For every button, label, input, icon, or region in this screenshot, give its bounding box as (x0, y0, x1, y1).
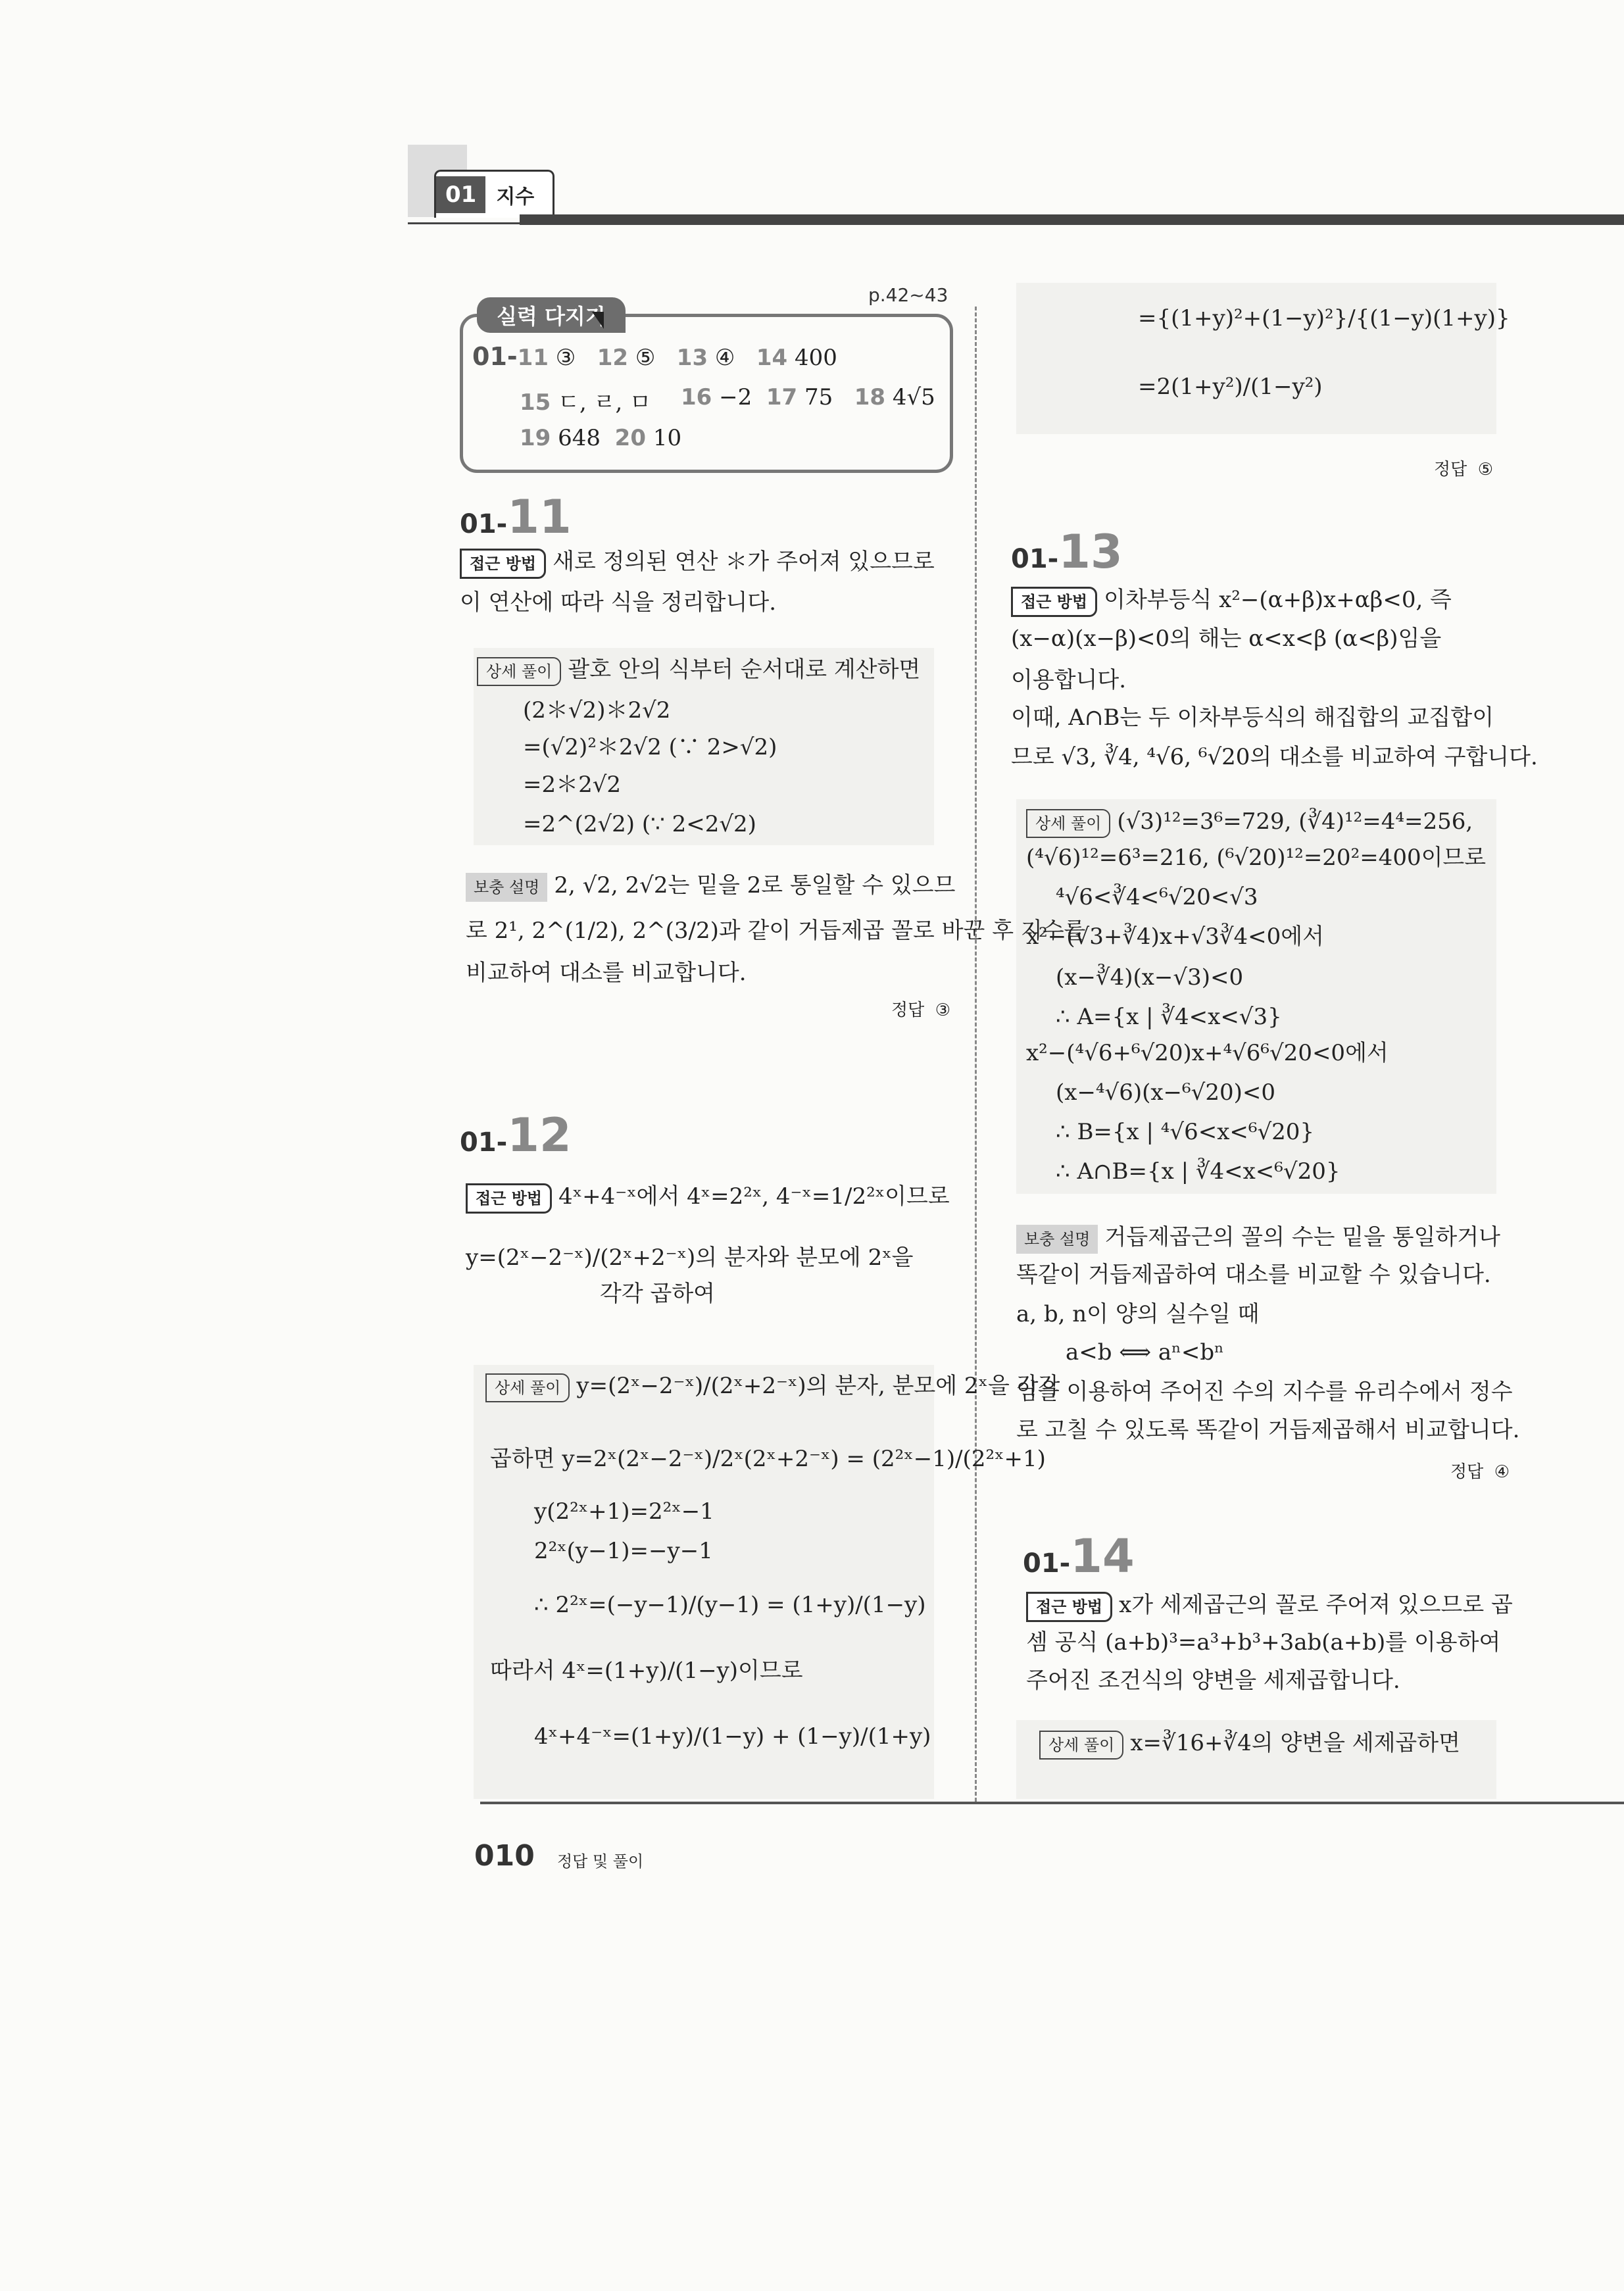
supplement-line: 비교하여 대소를 비교합니다. (466, 960, 747, 986)
detail-tag: 상세 풀이 (477, 657, 561, 686)
detail-line: (x−∛4)(x−√3)<0 (1056, 964, 1244, 991)
detail-line: (⁴√6)¹²=6³=216, (⁶√20)¹²=20²=400이므로 (1026, 845, 1487, 871)
approach-tag: 접근 방법 (460, 549, 546, 579)
detail-line: =2＊2√2 (523, 772, 622, 798)
answer-num: 13 (676, 345, 708, 371)
detail-line: ={(1+y)²+(1−y)²}/{(1−y)(1+y)} (1138, 305, 1510, 332)
answer-box-label: 실력 다지기 (477, 297, 626, 333)
approach-line: 이용합니다. (1011, 667, 1127, 693)
approach-line: 접근 방법 이차부등식 x²−(α+β)x+αβ<0, 즉 (1011, 587, 1452, 617)
chapter-title: 지수 (496, 185, 535, 209)
answer-row (520, 425, 681, 451)
answer-num: 19 (520, 425, 551, 451)
approach-line: y=(2ˣ−2⁻ˣ)/(2ˣ+2⁻ˣ)의 분자와 분모에 2ˣ을 (466, 1244, 914, 1271)
answer-row (472, 342, 837, 371)
approach-line: (x−α)(x−β)<0의 해는 α<x<β (α<β)임을 (1011, 626, 1442, 652)
detail-line: ∴ A∩B={x | ∛4<x<⁶√20} (1056, 1158, 1341, 1185)
approach-tag: 접근 방법 (1011, 587, 1097, 617)
column-divider (975, 307, 977, 1802)
detail-line: ⁴√6<∛4<⁶√20<√3 (1056, 884, 1258, 910)
approach-tag: 접근 방법 (1026, 1592, 1112, 1622)
supplement-line: 보충 설명 거듭제곱근의 꼴의 수는 밑을 통일하거나 (1016, 1224, 1500, 1254)
problem-heading-14: 01-14 (1023, 1529, 1135, 1583)
answer-num: 14 (756, 345, 788, 371)
answer-value: ③ (555, 345, 576, 371)
detail-line: =(√2)²＊2√2 (∵ 2>√2) (523, 734, 777, 760)
supplement-line: 임을 이용하여 주어진 수의 지수를 유리수에서 정수 (1016, 1379, 1513, 1405)
approach-line: 접근 방법 x가 세제곱근의 꼴로 주어져 있으므로 곱 (1026, 1592, 1513, 1622)
approach-tag: 접근 방법 (466, 1183, 552, 1214)
answer-value: 400 (794, 345, 837, 371)
detail-line: x²−(⁴√6+⁶√20)x+⁴√6⁶√20<0에서 (1026, 1040, 1389, 1066)
approach-line: 므로 √3, ∛4, ⁴√6, ⁶√20의 대소를 비교하여 구합니다. (1011, 744, 1538, 770)
footer-rule (480, 1802, 1624, 1804)
detail-line: 상세 풀이 (√3)¹²=3⁶=729, (∛4)¹²=4⁴=256, (1026, 808, 1473, 838)
supplement-line: 보충 설명 2, √2, 2√2는 밑을 2로 통일할 수 있으므 (466, 872, 955, 902)
supplement-line: a, b, n이 양의 실수일 때 (1016, 1301, 1260, 1327)
chapter-tab (434, 170, 554, 218)
answer-row (681, 384, 935, 410)
answer-value: 10 (652, 425, 682, 451)
supplement-tag: 보충 설명 (1016, 1225, 1098, 1254)
page-reference: p.42~43 (868, 284, 948, 306)
answer-num: 18 (854, 384, 886, 410)
answer-num: 15 (520, 389, 551, 416)
supplement-line: 똑같이 거듭제곱하여 대소를 비교할 수 있습니다. (1016, 1262, 1491, 1288)
detail-line: 상세 풀이 y=(2ˣ−2⁻ˣ)/(2ˣ+2⁻ˣ)의 분자, 분모에 2ˣ을 각각 (485, 1373, 1060, 1402)
answer-mark: 정답 ③ (891, 1000, 951, 1020)
answer-value: −2 (719, 384, 752, 410)
answer-num: 16 (681, 384, 712, 410)
answer-num: 12 (597, 345, 629, 371)
approach-line: 주어진 조건식의 양변을 세제곱합니다. (1026, 1667, 1400, 1694)
answer-prefix: 01- (472, 342, 518, 371)
supplement-line: a<b ⟺ aⁿ<bⁿ (1066, 1339, 1224, 1366)
problem-heading-11: 01-11 (460, 490, 572, 544)
header-rule (408, 222, 1624, 224)
approach-line: 접근 방법 새로 정의된 연산 ＊가 주어져 있으므로 (460, 549, 935, 579)
answer-value: ㄷ, ㄹ, ㅁ (558, 389, 651, 416)
answer-row (520, 384, 651, 416)
approach-line: 셈 공식 (a+b)³=a³+b³+3ab(a+b)를 이용하여 (1026, 1629, 1501, 1656)
answer-num: 20 (614, 425, 646, 451)
supplement-line: 로 2¹, 2^(1/2), 2^(3/2)과 같이 거듭제곱 꼴로 바꾼 후 지수를 (466, 918, 1086, 944)
detail-line: ∴ A={x | ∛4<x<√3} (1056, 1004, 1282, 1030)
detail-line: 상세 풀이 x=∛16+∛4의 양변을 세제곱하면 (1039, 1730, 1460, 1760)
answer-mark: 정답 ⑤ (1434, 460, 1494, 480)
answer-value: 648 (558, 425, 601, 451)
detail-tag: 상세 풀이 (1039, 1731, 1123, 1760)
detail-line: (x−⁴√6)(x−⁶√20)<0 (1056, 1079, 1275, 1106)
answer-num: 17 (766, 384, 798, 410)
detail-line: 상세 풀이 괄호 안의 식부터 순서대로 계산하면 (477, 656, 920, 686)
supplement-tag: 보충 설명 (466, 873, 547, 902)
approach-line: 각각 곱하여 (600, 1281, 716, 1307)
label-triangle (592, 312, 604, 329)
approach-line: 이때, A∩B는 두 이차부등식의 해집합의 교집합이 (1011, 704, 1494, 731)
detail-line: =2^(2√2) (∵ 2<2√2) (523, 811, 756, 837)
detail-tag: 상세 풀이 (1026, 809, 1110, 838)
answer-value: ⑤ (635, 345, 656, 371)
problem-heading-12: 01-12 (460, 1108, 572, 1162)
approach-line: 접근 방법 4ˣ+4⁻ˣ에서 4ˣ=2²ˣ, 4⁻ˣ=1/2²ˣ이므로 (466, 1183, 950, 1214)
answer-value: 4√5 (892, 384, 935, 410)
detail-line: 곱하면 y=2ˣ(2ˣ−2⁻ˣ)/2ˣ(2ˣ+2⁻ˣ) = (2²ˣ−1)/(2²ˣ+1) (490, 1446, 1046, 1472)
problem-heading-13: 01-13 (1011, 525, 1123, 579)
page-number: 010 (474, 1839, 535, 1873)
answer-value: 75 (804, 384, 833, 410)
detail-line: =2(1+y²)/(1−y²) (1138, 374, 1323, 400)
chapter-number: 01 (436, 176, 485, 213)
detail-tag: 상세 풀이 (485, 1373, 570, 1402)
detail-line: 2²ˣ(y−1)=−y−1 (534, 1538, 713, 1564)
detail-line: 따라서 4ˣ=(1+y)/(1−y)이므로 (490, 1658, 803, 1684)
supplement-line: 로 고칠 수 있도록 똑같이 거듭제곱해서 비교합니다. (1016, 1417, 1520, 1443)
detail-line: ∴ B={x | ⁴√6<x<⁶√20} (1056, 1119, 1315, 1145)
footer-title: 정답 및 풀이 (557, 1852, 644, 1871)
approach-line: 이 연산에 따라 식을 정리합니다. (460, 589, 777, 616)
detail-line: 4ˣ+4⁻ˣ=(1+y)/(1−y) + (1−y)/(1+y) (534, 1723, 931, 1750)
answer-num: 11 (517, 345, 549, 371)
detail-line: x²−(√3+∛4)x+√3∛4<0에서 (1026, 924, 1324, 950)
answer-value: ④ (714, 345, 735, 371)
detail-line: (2＊√2)＊2√2 (523, 697, 671, 724)
answer-mark: 정답 ④ (1450, 1462, 1510, 1482)
detail-line: ∴ 2²ˣ=(−y−1)/(y−1) = (1+y)/(1−y) (534, 1592, 926, 1618)
detail-line: y(2²ˣ+1)=2²ˣ−1 (534, 1498, 714, 1525)
